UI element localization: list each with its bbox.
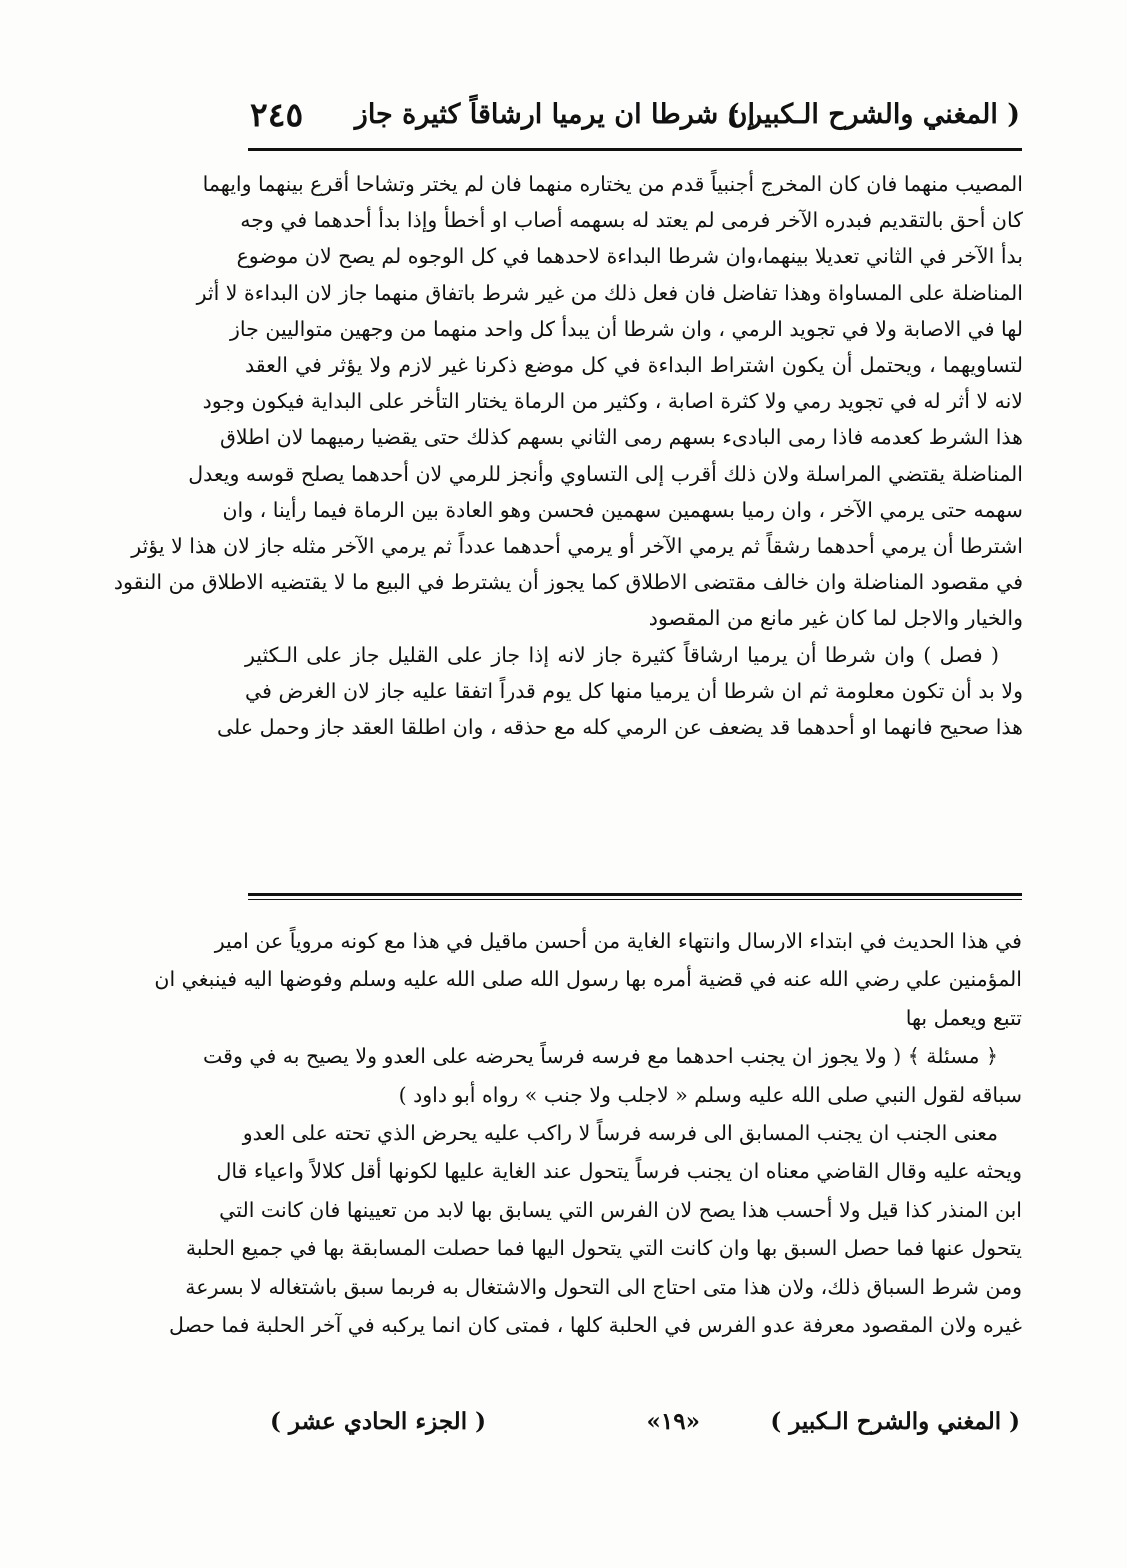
- text-line: يتحول عنها فما حصل السبق بها وان كانت التي يتحول اليها فما حصلت المسابقة بها في جميع الحلبة: [185, 1236, 1022, 1261]
- commentary-text: [154, 922, 1022, 1344]
- text-line: سهمه حتى يرمي الآخر ، وان رميا بسهمين سهمين فحسن وهو العادة بين الرماة فيما رأينا ، وان: [222, 497, 1023, 522]
- text-line: هذا صحيح فانهما او أحدهما قد يضعف عن الرمي كله مع حذقه ، وان اطلقا العقد جاز وحمل على: [216, 715, 1023, 740]
- divider-rule-thin: [248, 899, 1022, 900]
- section-topic: إن شرطا ان يرميا ارشاقاً كثيرة جاز: [354, 99, 755, 130]
- text-line: لتساويهما ، ويحتمل أن يكون اشتراط البداءة في كل موضع ذكرنا غير لازم ولا يؤثر في العقد: [245, 353, 1023, 378]
- text-line: لها في الاصابة ولا في تجويد الرمي ، وان شرطا أن يبدأ كل واحد منهما من وجهين متواليين جاز: [230, 316, 1023, 341]
- text-line: معنى الجنب ان يجنب المسابق الى فرسه فرساً لا راكب عليه يحرض الذي تحته على العدو: [242, 1121, 998, 1146]
- text-line: تتبع ويعمل بها: [905, 1005, 1022, 1030]
- text-line: هذا الشرط كعدمه فاذا رمى البادىء بسهم رمى الثاني بسهم كذلك حتى يقضيا رميهما لان اطلاق: [219, 425, 1023, 450]
- divider-rule: [248, 893, 1022, 896]
- main-text: [113, 166, 1023, 745]
- text-line: ومن شرط السباق ذلك، ولان هذا متى احتاج الى التحول والاشتغال به فربما سبق باشتغاله لا بسرعة: [185, 1274, 1022, 1299]
- text-line: بدأ الآخر في الثاني تعديلا بينهما،وان شرطا البداءة لاحدهما في كل الوجوه لم يصح لان موضوع: [236, 244, 1023, 269]
- text-line: ( فصل ) وان شرطا أن يرميا ارشاقاً كثيرة جاز لانه إذا جاز على القليل جاز على الـكثير: [245, 642, 999, 667]
- text-line: ﴿ مسئلة ﴾ ( ولا يجوز ان يجنب احدهما مع فرسه فرساً يحرضه على العدو ولا يصيح به في وقت: [203, 1044, 998, 1069]
- text-line: والخيار والاجل لما كان غير مانع من المقصود: [648, 606, 1023, 631]
- text-line: ابن المنذر كذا قيل ولا أحسب هذا يصح لان الفرس التي يسابق بها لابد من تعيينها فان كانت التي: [219, 1197, 1022, 1222]
- text-line: لانه لا أثر له في تجويد رمي ولا كثرة اصابة ، وكثير من الرماة يختار التأخر على البداية فيكون وجود: [202, 389, 1023, 414]
- book-title: ( المغني والشرح الـكبير ): [726, 99, 1020, 130]
- text-line: ويحثه عليه وقال القاضي معناه ان يجنب فرساً يتحول عند الغاية عليها لكونها أقل كلالاً واعياء قال: [216, 1159, 1022, 1184]
- text-line: اشترطا أن يرمي أحدهما رشقاً ثم يرمي الآخر أو يرمي أحدهما عدداً ثم يرمي الآخر مثله جاز لان هذا لا يؤثر: [131, 534, 1023, 559]
- page-number: ٢٤٥: [250, 95, 304, 134]
- text-line: ولا بد أن تكون معلومة ثم ان شرطا أن يرميا منها كل يوم قدراً اتفقا عليه جاز لان الغرض في: [245, 678, 1023, 703]
- running-header: [250, 92, 1020, 138]
- footer-title: ( المغني والشرح الـكبير ): [770, 1408, 1020, 1435]
- running-footer: [270, 1400, 1020, 1444]
- footer-volume: ( الجزء الحادي عشر ): [270, 1408, 486, 1435]
- text-line: المناضلة على المساواة وهذا تفاضل فان فعل ذلك من غير شرط باتفاق منهما جاز لان البداءة لا أثر: [196, 280, 1023, 305]
- text-line: في مقصود المناضلة وان خالف مقتضى الاطلاق كما يجوز أن يشترط في البيع ما لا يقتضيه الاطلاق من النقود: [113, 570, 1023, 595]
- text-line: كان أحق بالتقديم فبدره الآخر فرمى لم يعتد له بسهمه أصاب او أخطأ وإذا بدأ أحدهما في وجه: [240, 208, 1023, 233]
- text-line: المناضلة يقتضي المراسلة ولان ذلك أقرب إلى التساوي وأنجز للرمي لان أحدهما يصلح قوسه ويعدل: [188, 461, 1023, 486]
- footer-page-number: «١٩»: [646, 1408, 700, 1435]
- header-rule: [248, 148, 1022, 151]
- text-line: المصيب منهما فان كان المخرج أجنبياً قدم من يختاره منهما فان لم يختر وتشاحا أقرع بينهما وايهما: [202, 172, 1023, 196]
- text-line: المؤمنين علي رضي الله عنه في قضية أمره بها رسول الله صلى الله عليه وسلم وفوضها اليه فينبغي ان: [154, 967, 1022, 992]
- text-line: في هذا الحديث في ابتداء الارسال وانتهاء الغاية من أحسن ماقيل في هذا مع كونه مروياً عن امير: [214, 929, 1022, 953]
- text-line: سباقه لقول النبي صلى الله عليه وسلم « لاجلب ولا جنب » رواه أبو داود ): [398, 1082, 1022, 1107]
- text-line: غيره ولان المقصود معرفة عدو الفرس في الحلبة كلها ، فمتى كان انما يركبه في آخر الحلبة فما حصل: [169, 1313, 1022, 1338]
